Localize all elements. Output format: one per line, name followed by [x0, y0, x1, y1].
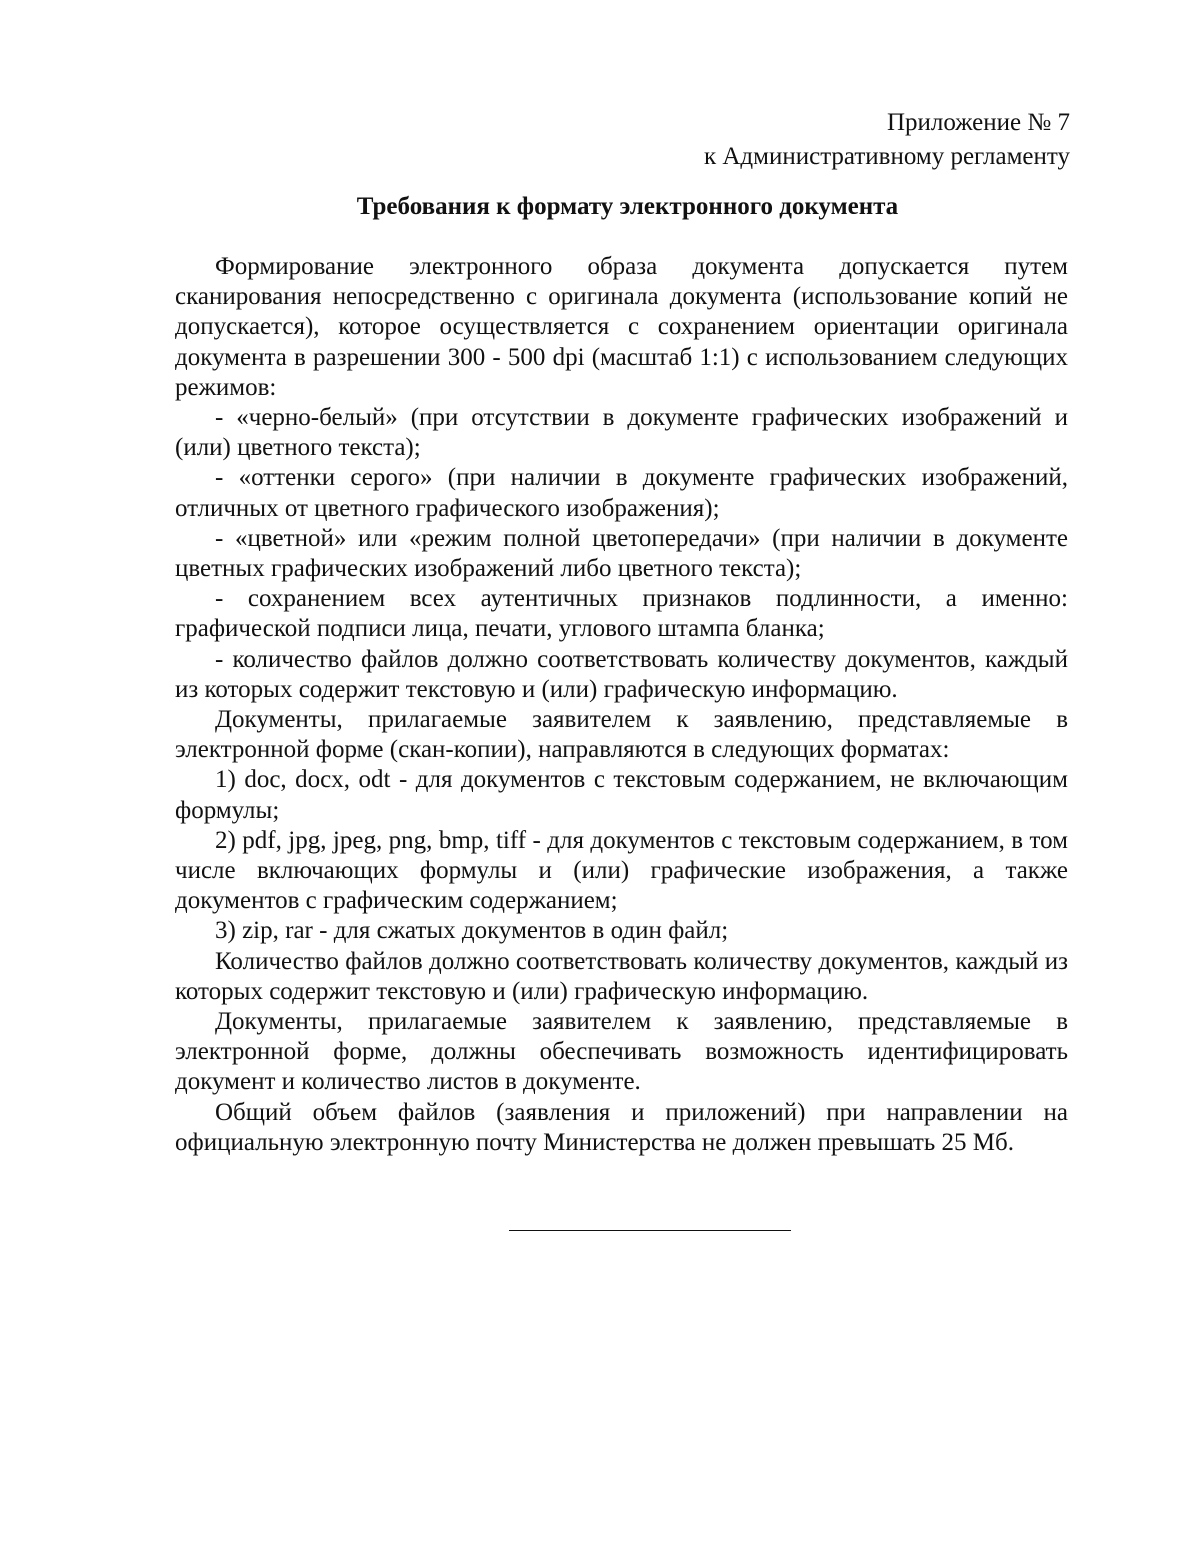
- paragraph-formats-intro: Документы, прилагаемые заявителем к заявлению, представляемые в электронной форме (скан-копии), направляются в следующих форматах:: [175, 706, 1068, 764]
- paragraph-size-limit: Общий объем файлов (заявления и приложений) при направлении на официальную электронную почту Министерства не должен превышать 25 Мб.: [175, 1098, 1068, 1156]
- paragraph-file-count-repeat: Количество файлов должно соответствовать количеству документов, каждый из которых содержит текстовую и (или) графическую информацию.: [175, 947, 1068, 1005]
- appendix-header: [704, 106, 1070, 174]
- paragraph-file-count: - количество файлов должно соответствовать количеству документов, каждый из которых содержит текстовую и (или) графическую информацию.: [175, 645, 1068, 703]
- appendix-reference: к Административному регламенту: [703, 143, 1070, 170]
- paragraph-format-archive: 3) zip, rar - для сжатых документов в один файл;: [215, 917, 729, 945]
- paragraph-authenticity: - сохранением всех аутентичных признаков подлинности, а именно: графической подписи лица, печати, углового штампа бланка;: [175, 585, 1068, 643]
- paragraph-scanning-intro: Формирование электронного образа документа допускается путем сканирования непосредственно с оригинала документа (использование копий не допускается), которое осуществляется с сохранением ориентации оригинала документа в разрешении 300 - 500 dpi (масштаб 1:1) с использованием следующих режимов:: [175, 253, 1068, 401]
- paragraph-mode-black-white: - «черно-белый» (при отсутствии в документе графических изображений и (или) цветного текста);: [175, 404, 1068, 462]
- paragraph-format-text: 1) doc, docx, odt - для документов с текстовым содержанием, не включающим формулы;: [175, 766, 1068, 824]
- paragraph-mode-color: - «цветной» или «режим полной цветопередачи» (при наличии в документе цветных графических изображений либо цветного текста);: [175, 524, 1068, 583]
- paragraph-identification: Документы, прилагаемые заявителем к заявлению, представляемые в электронной форме, должны обеспечивать возможность идентифицировать документ и количество листов в документе.: [175, 1008, 1068, 1096]
- document-body: [175, 252, 1068, 1158]
- document-title: Требования к формату электронного документа: [356, 193, 899, 220]
- closing-divider-line: [509, 1230, 791, 1231]
- appendix-number: Приложение № 7: [886, 109, 1070, 136]
- paragraph-mode-grayscale: - «оттенки серого» (при наличии в документе графических изображений, отличных от цветного графического изображения);: [175, 464, 1068, 522]
- paragraph-format-graphic: 2) pdf, jpg, jpeg, png, bmp, tiff - для документов с текстовым содержанием, в том числе включающих формулы и (или) графические изображения, а также документов с графическим содержанием;: [175, 826, 1068, 915]
